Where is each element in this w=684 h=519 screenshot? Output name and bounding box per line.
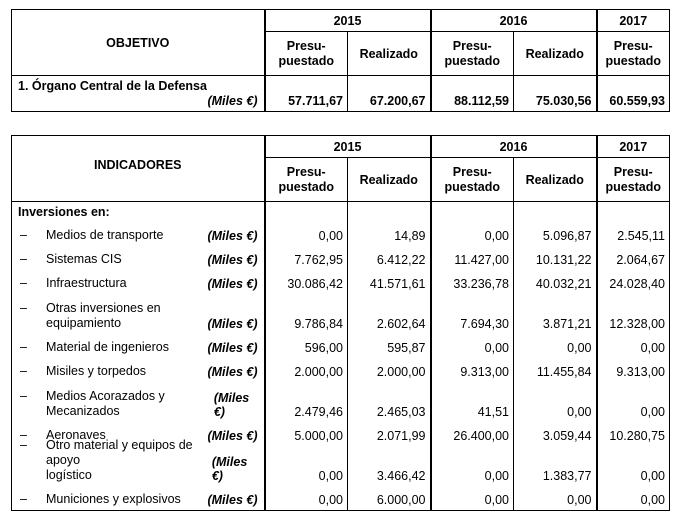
objetivo-row-label: 1. Órgano Central de la Defensa: [18, 79, 207, 93]
indicator-value-2016-presupuestado: 0,00: [431, 222, 514, 246]
col-presupuestado-2016: Presu- puestado: [431, 32, 514, 76]
indicator-value-2016-presupuestado: 0,00: [431, 486, 514, 511]
indicator-value-2016-realizado: 5.096,87: [514, 222, 597, 246]
indicator-row: [12, 382, 670, 422]
indicator-row: [12, 294, 670, 334]
indicator-value-2016-realizado: 11.455,84: [514, 358, 597, 382]
indicator-unit: (Miles €): [207, 364, 258, 379]
indicator-value-2017-presupuestado: 0,00: [597, 486, 670, 511]
objetivo-value-2017-presupuestado: 60.559,93: [597, 76, 670, 112]
indicator-label: [46, 276, 127, 291]
ind-year-2016-header: 2016: [431, 136, 597, 158]
dash-bullet: –: [20, 437, 27, 452]
year-2016-header: 2016: [431, 10, 597, 32]
indicator-value-2016-realizado: 0,00: [514, 382, 597, 422]
indicator-unit: (Miles €): [211, 454, 248, 483]
objetivo-row-label-cell: [12, 76, 265, 112]
indicator-value-2015-realizado: 595,87: [348, 334, 431, 358]
indicator-value-2016-presupuestado: 7.694,30: [431, 294, 514, 334]
indicator-label-line1: Aeronaves: [46, 427, 106, 442]
indicator-label-line1: Infraestructura: [46, 275, 127, 290]
indicator-unit: (Miles €): [207, 276, 258, 291]
indicadores-table: [11, 135, 670, 511]
indicator-label-line1: Medios de transporte: [46, 227, 164, 242]
indicator-label: [46, 438, 212, 483]
dash-bullet: –: [20, 427, 27, 442]
indicator-unit: (Miles €): [207, 228, 258, 243]
indicator-label: [46, 389, 214, 419]
indicator-row: [12, 270, 670, 294]
indicator-label-cell: [12, 222, 265, 246]
indicator-value-2016-realizado: 0,00: [514, 334, 597, 358]
indicator-value-2017-presupuestado: 0,00: [597, 446, 670, 486]
indicator-label-cell: [12, 270, 265, 294]
indicator-value-2016-realizado: 3.059,44: [514, 422, 597, 446]
indicator-unit: (Miles €): [213, 390, 250, 419]
indicator-value-2016-realizado: 1.383,77: [514, 446, 597, 486]
ind-year-2017-header: 2017: [597, 136, 670, 158]
indicator-label-cell: [12, 437, 265, 486]
indicator-row: [12, 246, 670, 270]
indicator-label-line1: Otro material y equipos de apoyo: [46, 437, 193, 467]
indicator-value-2015-realizado: 14,89: [348, 222, 431, 246]
indicator-label-line2: logístico: [46, 467, 92, 482]
indicator-value-2016-realizado: 3.871,21: [514, 294, 597, 334]
section-title: Inversiones en:: [12, 202, 265, 222]
ind-col-presupuestado-2017: Presu- puestado: [597, 158, 670, 202]
indicator-value-2015-realizado: 2.071,99: [348, 422, 431, 446]
objetivo-header: OBJETIVO: [12, 10, 265, 76]
indicator-label-line1: Otras inversiones en: [46, 300, 161, 315]
indicator-label-cell: [12, 486, 265, 511]
indicadores-rows: [12, 222, 670, 511]
dash-bullet: –: [20, 300, 27, 315]
indicator-value-2015-presupuestado: 0,00: [265, 486, 348, 511]
col-presupuestado-2015: Presu- puestado: [265, 32, 348, 76]
year-2015-header: 2015: [265, 10, 431, 32]
indicator-label-cell: [12, 294, 265, 334]
indicator-unit: (Miles €): [207, 492, 258, 507]
indicator-row: [12, 358, 670, 382]
indicator-value-2017-presupuestado: 24.028,40: [597, 270, 670, 294]
indicator-label-line1: Misiles y torpedos: [46, 363, 147, 378]
indicator-value-2015-presupuestado: 7.762,95: [265, 246, 348, 270]
indicator-value-2016-presupuestado: 11.427,00: [431, 246, 514, 270]
ind-col-realizado-2016: Realizado: [514, 158, 597, 202]
col-presupuestado-2017: Presu- puestado: [597, 32, 670, 76]
indicator-value-2015-realizado: 3.466,42: [348, 446, 431, 486]
indicator-label-cell: [12, 334, 265, 358]
indicator-value-2015-presupuestado: 0,00: [265, 222, 348, 246]
indicator-label-line1: Material de ingenieros: [46, 339, 169, 354]
indicator-unit: (Miles €): [207, 340, 258, 355]
indicator-label: [46, 340, 169, 355]
ind-col-realizado-2015: Realizado: [348, 158, 431, 202]
indicator-value-2016-presupuestado: 26.400,00: [431, 422, 514, 446]
indicator-value-2015-presupuestado: 596,00: [265, 334, 348, 358]
dash-bullet: –: [20, 363, 27, 378]
indicator-label-line1: Municiones y explosivos: [46, 491, 181, 506]
indicator-label-cell: [12, 382, 265, 422]
indicator-value-2015-presupuestado: 0,00: [265, 446, 348, 486]
indicator-value-2015-realizado: 2.000,00: [348, 358, 431, 382]
indicator-row: [12, 446, 670, 486]
indicator-row: [12, 486, 670, 511]
indicator-value-2015-presupuestado: 30.086,42: [265, 270, 348, 294]
indicator-unit: (Miles €): [207, 316, 258, 331]
ind-col-presupuestado-2015: Presu- puestado: [265, 158, 348, 202]
indicator-label: [46, 492, 181, 507]
indicator-value-2015-realizado: 2.602,64: [348, 294, 431, 334]
ind-col-presupuestado-2016: Presu- puestado: [431, 158, 514, 202]
indicator-value-2015-realizado: 41.571,61: [348, 270, 431, 294]
indicadores-header: INDICADORES: [12, 136, 265, 202]
indicator-value-2017-presupuestado: 9.313,00: [597, 358, 670, 382]
objetivo-row-unit: (Miles €): [207, 94, 258, 108]
indicator-value-2017-presupuestado: 10.280,75: [597, 422, 670, 446]
indicator-value-2015-presupuestado: 9.786,84: [265, 294, 348, 334]
indicator-value-2017-presupuestado: 12.328,00: [597, 294, 670, 334]
indicator-row: [12, 222, 670, 246]
indicator-label-line1: Medios Acorazados y Mecanizados: [46, 388, 165, 418]
objetivo-value-2015-realizado: 67.200,67: [348, 76, 431, 112]
indicator-value-2016-presupuestado: 0,00: [431, 334, 514, 358]
dash-bullet: –: [20, 339, 27, 354]
indicator-value-2016-realizado: 10.131,22: [514, 246, 597, 270]
indicator-row: [12, 334, 670, 358]
dash-bullet: –: [20, 227, 27, 242]
indicator-value-2015-presupuestado: 2.000,00: [265, 358, 348, 382]
indicator-label-cell: [12, 246, 265, 270]
col-realizado-2016: Realizado: [514, 32, 597, 76]
dash-bullet: –: [20, 251, 27, 266]
col-realizado-2015: Realizado: [348, 32, 431, 76]
ind-year-2015-header: 2015: [265, 136, 431, 158]
indicator-label-line1: Sistemas CIS: [46, 251, 122, 266]
indicator-value-2016-presupuestado: 9.313,00: [431, 358, 514, 382]
indicator-value-2015-realizado: 6.000,00: [348, 486, 431, 511]
indicator-label: [46, 301, 161, 331]
indicator-value-2016-presupuestado: 0,00: [431, 446, 514, 486]
indicator-unit: (Miles €): [207, 428, 258, 443]
indicator-value-2015-realizado: 2.465,03: [348, 382, 431, 422]
indicator-label: [46, 252, 122, 267]
indicator-label-line2: equipamiento: [46, 315, 122, 330]
dash-bullet: –: [20, 388, 27, 403]
year-2017-header: 2017: [597, 10, 670, 32]
indicator-value-2015-realizado: 6.412,22: [348, 246, 431, 270]
dash-bullet: –: [20, 275, 27, 290]
indicator-value-2015-presupuestado: 5.000,00: [265, 422, 348, 446]
indicator-value-2015-presupuestado: 2.479,46: [265, 382, 348, 422]
indicator-label-cell: [12, 358, 265, 382]
indicator-value-2017-presupuestado: 2.064,67: [597, 246, 670, 270]
indicator-value-2017-presupuestado: 2.545,11: [597, 222, 670, 246]
indicator-value-2016-presupuestado: 33.236,78: [431, 270, 514, 294]
objetivo-value-2015-presupuestado: 57.711,67: [265, 76, 348, 112]
objetivo-value-2016-presupuestado: 88.112,59: [431, 76, 514, 112]
indicator-unit: (Miles €): [207, 252, 258, 267]
indicator-label: [46, 364, 146, 379]
indicator-value-2017-presupuestado: 0,00: [597, 382, 670, 422]
indicator-value-2017-presupuestado: 0,00: [597, 334, 670, 358]
indicator-value-2016-realizado: 0,00: [514, 486, 597, 511]
indicator-value-2016-presupuestado: 41,51: [431, 382, 514, 422]
dash-bullet: –: [20, 491, 27, 506]
indicator-value-2016-realizado: 40.032,21: [514, 270, 597, 294]
objetivo-value-2016-realizado: 75.030,56: [514, 76, 597, 112]
indicator-label: [46, 228, 163, 243]
objetivo-table: [11, 9, 670, 112]
